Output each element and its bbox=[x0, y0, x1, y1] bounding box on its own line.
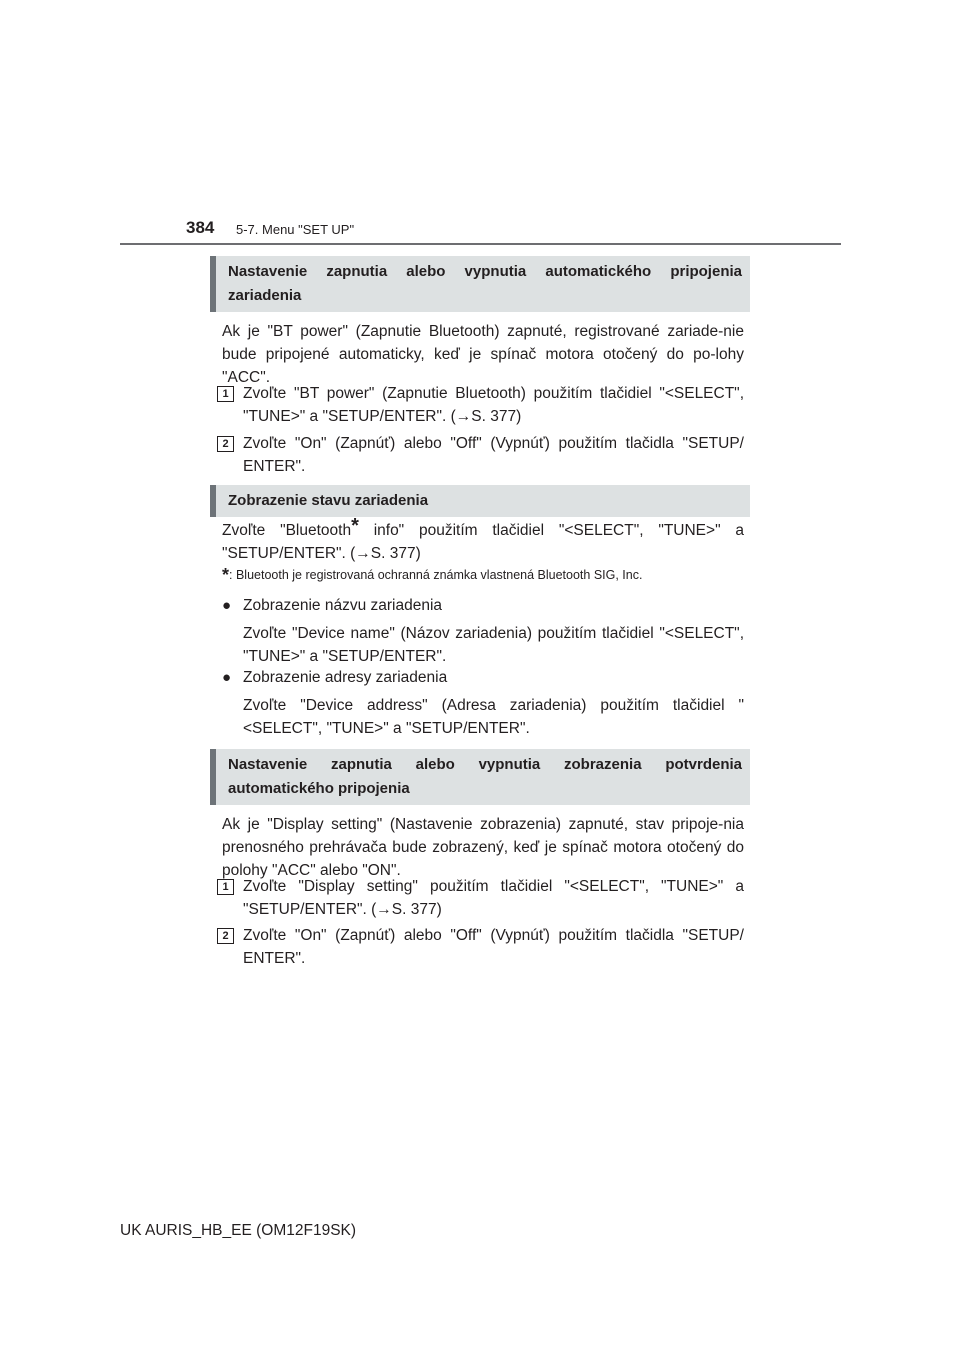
step-text: Zvoľte "Display setting" použitím tlačidiel "<SELECT", "TUNE>" a "SETUP/ENTER". (→S. 377) bbox=[243, 878, 744, 918]
step-text: Zvoľte "On" (Zapnúť) alebo "Off" (Vypnúť) použitím tlačidla "SETUP/ ENTER". bbox=[243, 435, 744, 475]
running-header: 5-7. Menu "SET UP" bbox=[236, 222, 355, 237]
footnote-text: : Bluetooth je registrovaná ochranná známka vlastnená Bluetooth SIG, Inc. bbox=[229, 568, 643, 582]
step-text: Zvoľte "BT power" (Zapnutie Bluetooth) použitím tlačidiel "<SELECT", "TUNE>" a "SETUP/ENTER". (→S. 377) bbox=[243, 385, 744, 425]
bullet-icon: ● bbox=[222, 669, 232, 686]
trademark-star: * bbox=[351, 515, 359, 537]
section-title-device-status: Zobrazenie stavu zariadenia bbox=[210, 485, 750, 517]
bullet-text: Zvoľte "Device name" (Názov zariadenia) použitím tlačidiel "<SELECT", "TUNE>" a "SETUP/ENTER". bbox=[243, 625, 744, 665]
section2-intro-end: info" použitím tlačidiel "<SELECT", "TUNE>" a "SETUP/ENTER". (→S. 377) bbox=[222, 522, 744, 562]
footer-doc-id: UK AURIS_HB_EE (OM12F19SK) bbox=[120, 1222, 357, 1239]
section2-intro bbox=[222, 515, 744, 565]
step-number: 1 bbox=[217, 386, 234, 402]
section2-intro-start: Zvoľte "Bluetooth bbox=[222, 522, 352, 539]
step-number: 2 bbox=[217, 436, 234, 452]
section1-intro: Ak je "BT power" (Zapnutie Bluetooth) zapnuté, registrované zariade-nie bude pripojené automaticky, keď je spínač motora otočený do po-lohy "ACC". bbox=[222, 323, 744, 386]
step-number: 2 bbox=[217, 928, 234, 944]
header-rule bbox=[120, 243, 841, 245]
page-number: 384 bbox=[186, 218, 215, 237]
section-title-display-setting: Nastavenie zapnutia alebo vypnutia zobrazenia potvrdenia automatického pripojenia bbox=[210, 749, 750, 805]
section3-intro: Ak je "Display setting" (Nastavenie zobrazenia) zapnuté, stav pripoje-nia prenosného prehrávača bude zobrazený, keď je spínač motora otočený do polohy "ACC" alebo "ON". bbox=[222, 816, 744, 879]
step-number: 1 bbox=[217, 879, 234, 895]
bullet-heading: Zobrazenie názvu zariadenia bbox=[243, 597, 443, 614]
bullet-heading: Zobrazenie adresy zariadenia bbox=[243, 669, 448, 686]
bullet-text: Zvoľte "Device address" (Adresa zariadenia) použitím tlačidiel "<SELECT", "TUNE>" a "SETUP/ENTER". bbox=[243, 697, 744, 737]
bullet-icon: ● bbox=[222, 597, 232, 614]
footnote-star: * bbox=[222, 565, 230, 585]
step-text: Zvoľte "On" (Zapnúť) alebo "Off" (Vypnúť) použitím tlačidla "SETUP/ ENTER". bbox=[243, 927, 744, 967]
section-title-auto-connect: Nastavenie zapnutia alebo vypnutia automatického pripojenia zariadenia bbox=[210, 256, 750, 312]
trademark-footnote bbox=[222, 565, 752, 585]
